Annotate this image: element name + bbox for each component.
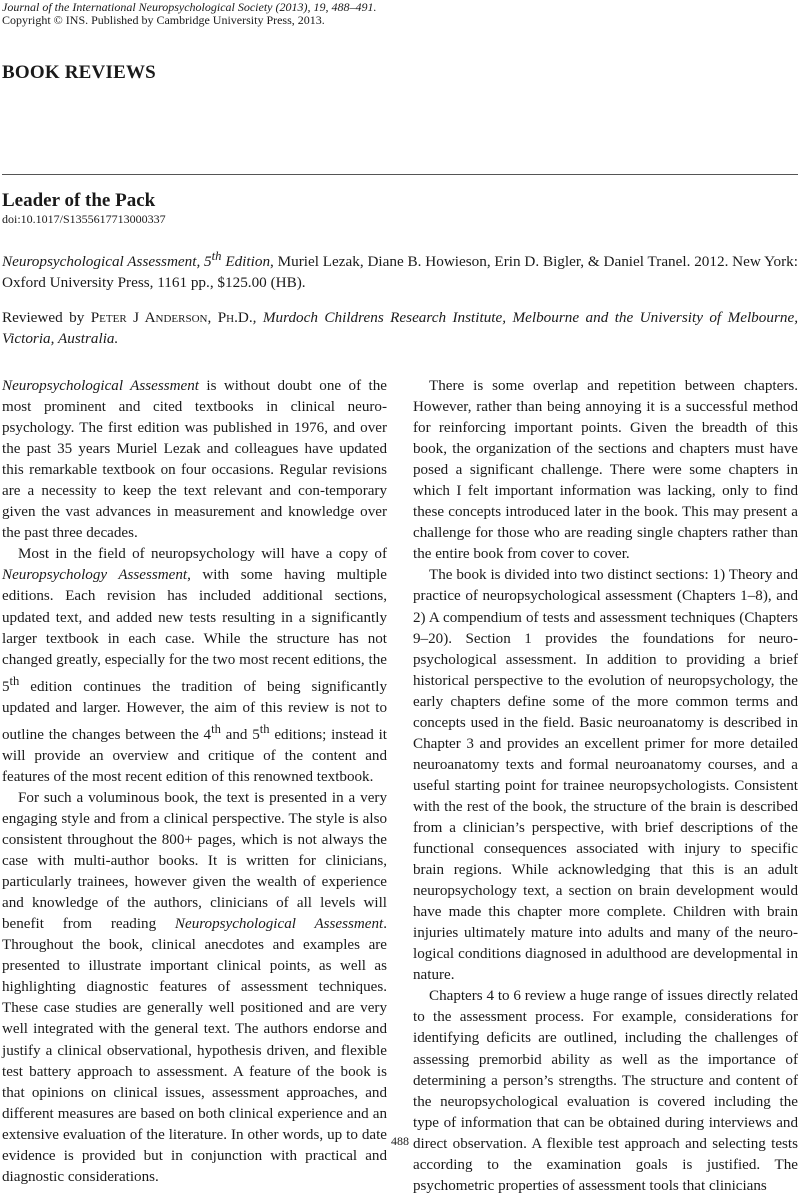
divider-rule xyxy=(2,174,798,175)
left-column xyxy=(2,376,387,1188)
right-column xyxy=(413,376,798,1197)
copyright-line: Copyright © INS. Published by Cambridge University Press, 2013. xyxy=(2,13,325,27)
doi-line: doi:10.1017/S1355617713000337 xyxy=(2,212,166,226)
section-title: BOOK REVIEWS xyxy=(2,62,156,83)
journal-citation-header: Journal of the International Neuropsychological Society (2013), 19, 488–491. xyxy=(2,0,377,14)
book-citation-details: , Muriel Lezak, Diane B. Howieson, Erin D. Bigler, & Daniel Tranel. 2012. New York: Oxford University Press, 1161 pp., $125.00 (HB). xyxy=(2,253,798,292)
reviewer-line: Reviewed by Peter J Anderson, Ph.D., Murdoch Childrens Research Institute, Melbourne and the University of Melbourne, Victoria, Australia. xyxy=(2,309,798,347)
body-paragraph: The book is divided into two distinct sections: 1) Theory and practice of neuropsychological assessment (Chapters 1–8), and 2) A compendium of tests and assessment techniques (Chapters 9–20). Section 1 provides the foundations for neuro-psychological assessment. In addition to providing a brief historical perspective to the evolution of neuropsychology, the early chapters define some of the more common terms and concepts used in the field. Basic neuroanatomy is described in Chapter 3 and provides an excellent primer for more detailed neuroanatomy texts and formal neuroanatomy courses, and a useful starting point for trainee neuropsychologists. Consistent with the rest of the book, the structure of the brain is described from a clinician’s perspective, with brief descriptions of the functional consequences associated with injury to specific brain regions. While acknowledging that this is an adult neuropsychology text, a section on brain development would have made this chapter more complete. Children with brain injuries ultimately mature into adults and many of the neuro-logical conditions diagnosed in adulthood are developmental in nature. xyxy=(413,567,798,984)
body-paragraph: Most in the field of neuropsychology will have a copy of Neuropsychology Assessment, with some having multiple editions. Each revision has included additional sections, updated text, and added new tests resulting in a significantly larger textbook in each case. While the structure has not changed greatly, especially for the two most recent editions, the 5th edition continues the tradition of being significantly updated and larger. However, the aim of this review is not to outline the changes between the 4th and 5th editions; instead it will provide an overview and critique of the content and features of the most recent edition of this renowned textbook. xyxy=(2,546,387,785)
body-paragraph: There is some overlap and repetition between chapters. However, rather than being annoying it is a successful method for reinforcing important points. Given the breadth of this book, the organization of the sections and chapters must have posed a significant challenge. There were some chapters in which I felt important information was lacking, only to find these concepts introduced later in the book. This may present a challenge for those who are reading single chapters rather than the entire book from cover to cover. xyxy=(413,378,798,563)
body-paragraph: Chapters 4 to 6 review a huge range of issues directly related to the assessment process. For example, considerations for identifying deficits are outlined, including the challenges of assessing premorbid ability as well as the importance of determining a person’s strengths. The structure and content of the neuropsychological evaluation is covered including the type of information that can be obtained during interviews and direct observation. A flexible test approach and selecting tests according to the examination goals is justified. The psychometric properties of assessment tools that clinicians xyxy=(413,988,798,1194)
body-paragraph: For such a voluminous book, the text is presented in a very engaging style and from a clinical perspective. The style is also consistent throughout the 800+ pages, which is not always the case with multi-author books. It is written for clinicians, particularly trainees, however given the wealth of experience and knowledge of the authors, clinicians of all levels will benefit from reading Neuropsychological Assessment. Throughout the book, clinical anecdotes and examples are presented to illustrate important clinical points, as well as highlighting diagnostic features of assessment techniques. These case studies are generally well positioned and are very well integrated with the general text. The authors endorse and justify a clinical observational, hypothesis driven, and flexible test battery approach to assessment. A feature of the book is that opinions on clinical issues, assessment approaches, and different measures are based on both clinical experience and an extensive evaluation of the literature. In other words, up to date evidence is provided but in conjunction with practical and diagnostic considerations. xyxy=(2,789,387,1185)
body-paragraph: Neuropsychological Assessment is without doubt one of the most prominent and cited textbooks in clinical neuro-psychology. The first edition was published in 1976, and over the past 35 years Muriel Lezak and colleagues have updated this remarkable textbook on four occasions. Regular revisions are a necessity to keep the text relevant and con-temporary given the vast advances in measurement and knowledge over the past three decades. xyxy=(2,378,387,542)
article-title: Leader of the Pack xyxy=(2,190,156,211)
page-number: 488 xyxy=(391,1134,409,1148)
book-title: Neuropsychological Assessment, 5th Edition xyxy=(2,249,271,271)
reviewer-affiliation: , Murdoch Childrens Research Institute, Melbourne and the University of Melbourne, Victoria, Australia. xyxy=(2,309,798,347)
book-citation xyxy=(2,246,798,293)
reviewer-degree: , Ph.D. xyxy=(207,309,253,326)
reviewer-name: Peter J Anderson xyxy=(90,309,208,326)
